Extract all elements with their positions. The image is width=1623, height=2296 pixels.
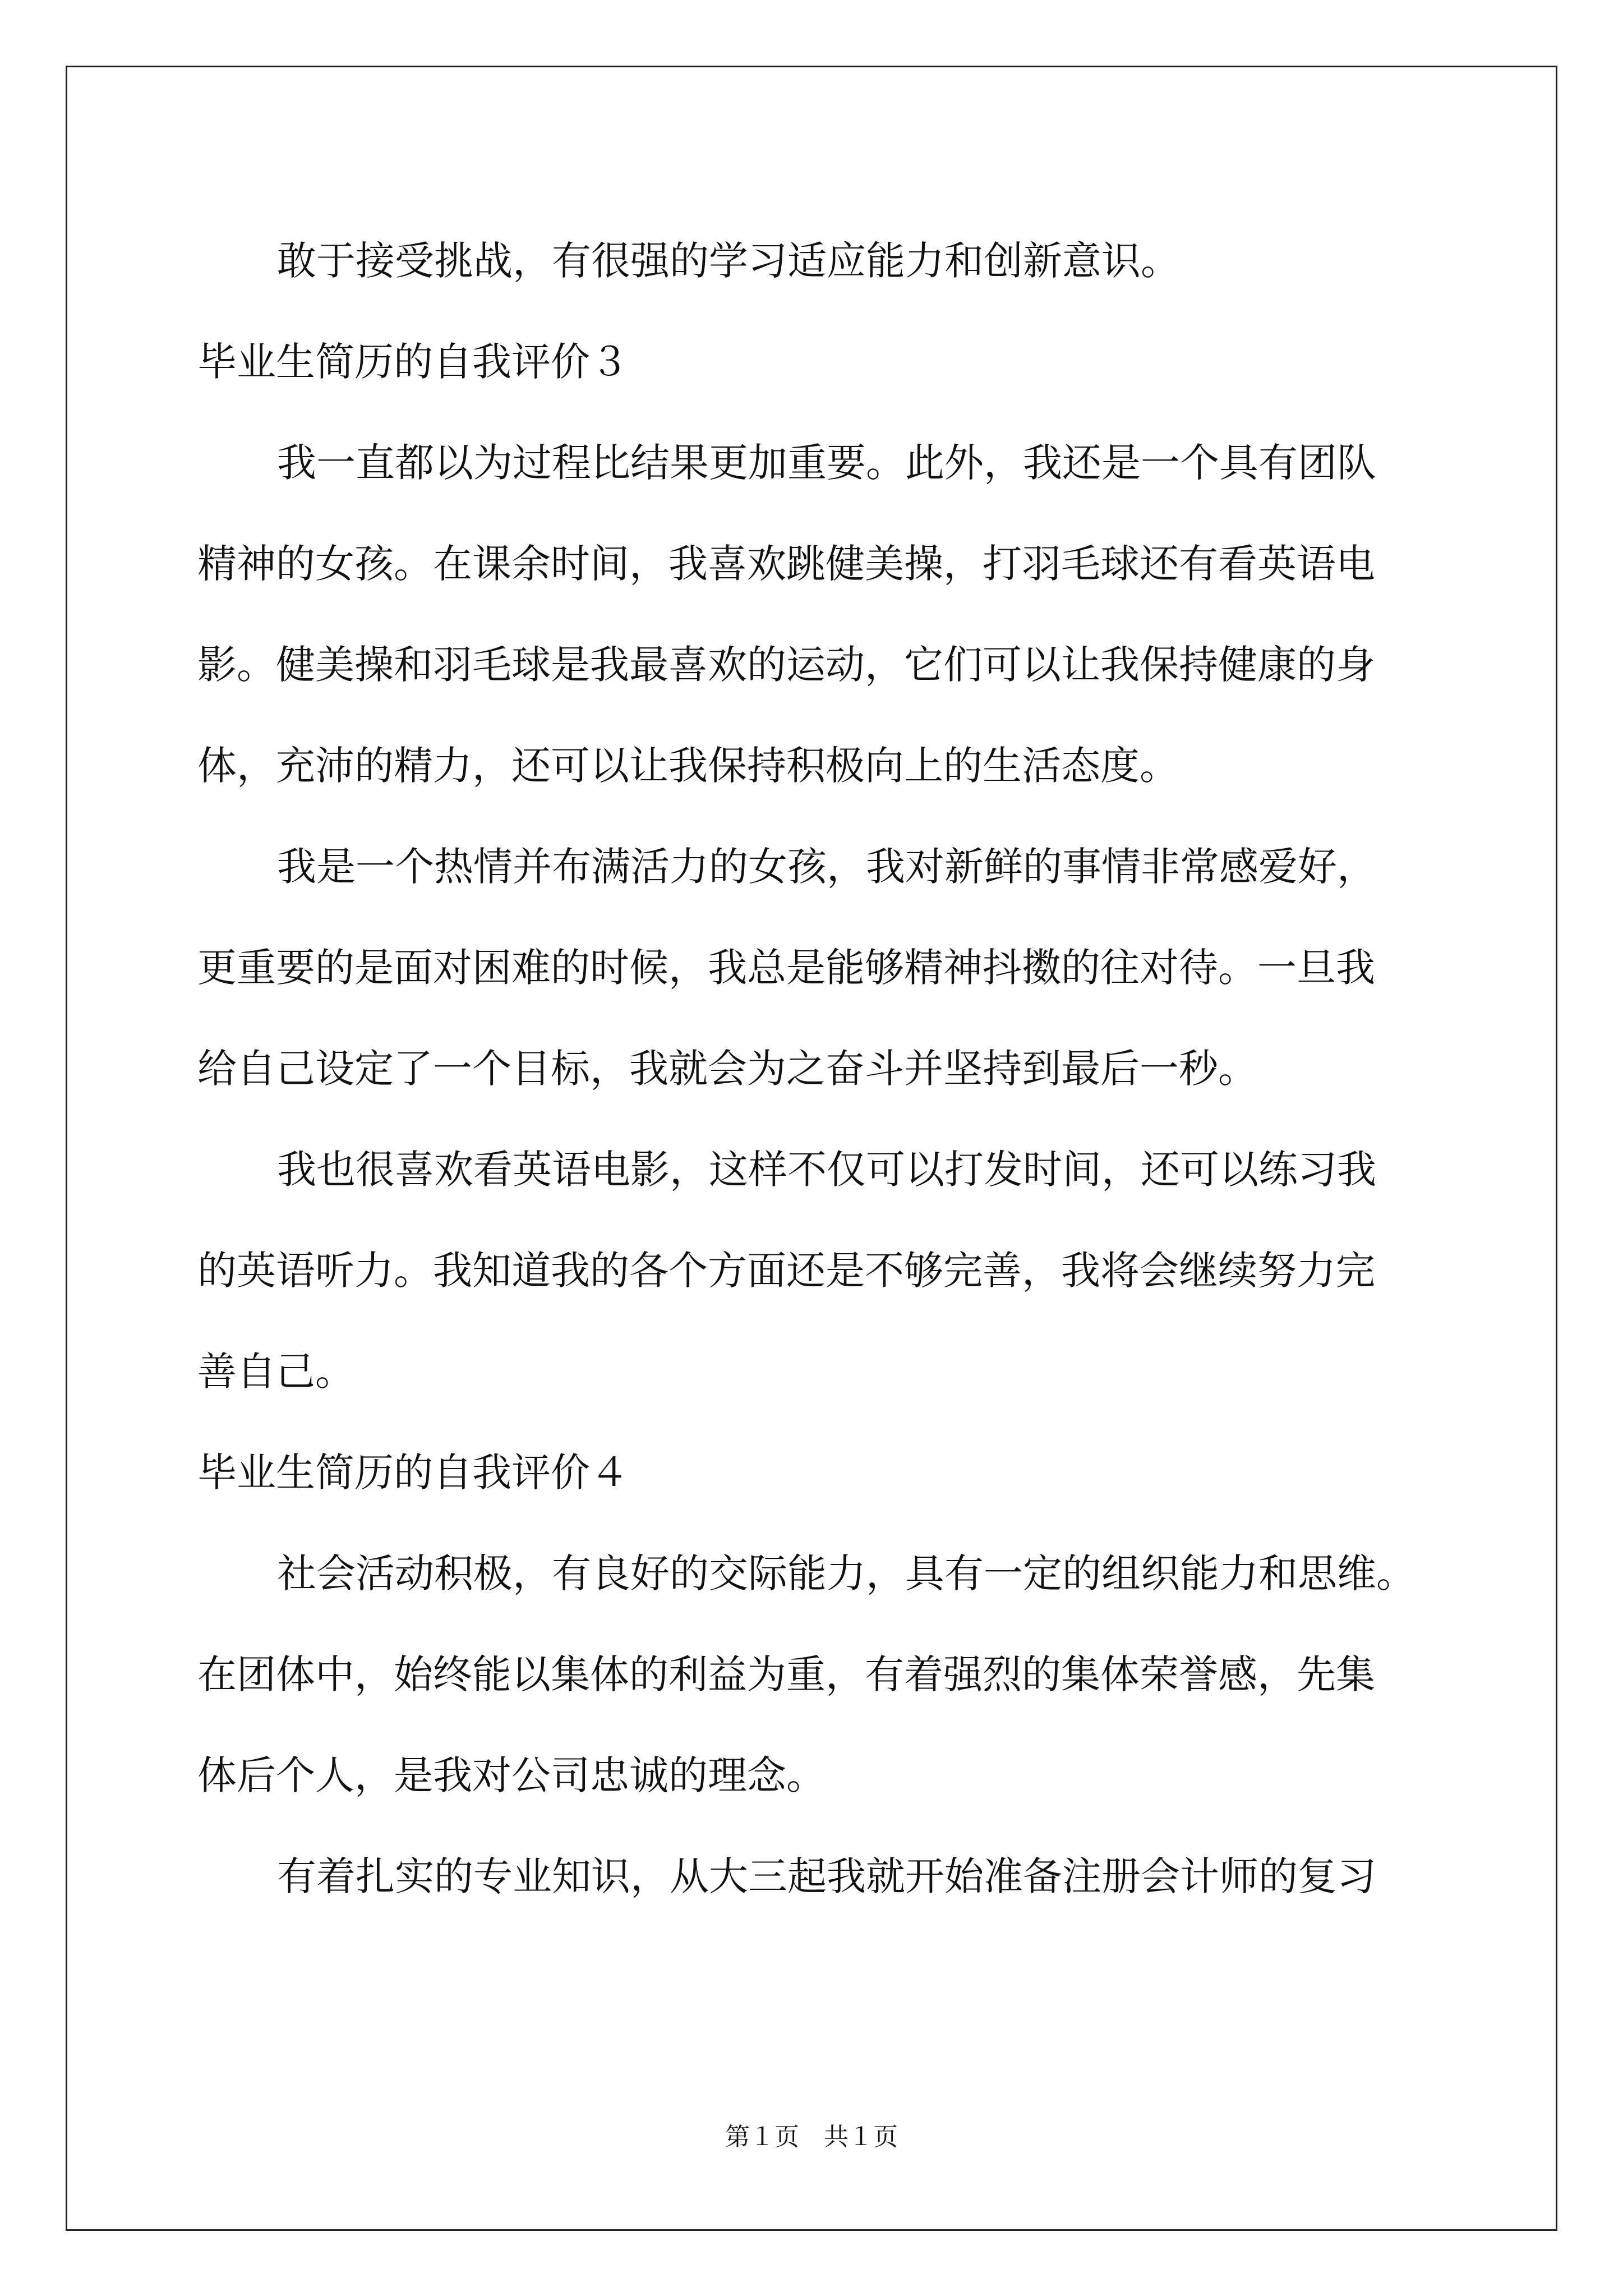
paragraph-line: 我一直都以为过程比结果更加重要。此外，我还是一个具有团队 [277,440,1376,486]
page-number-current: 第１页 [725,2123,799,2151]
paragraph-line: 我是一个热情并布满活力的女孩，我对新鲜的事情非常感爱好， [277,844,1376,890]
section-heading: 毕业生简历的自我评价４ [197,1450,629,1496]
paragraph-line: 善自己。 [197,1349,354,1395]
page-footer [0,2120,1623,2154]
document-body [197,210,1438,1927]
paragraph-line: 在团体中，始终能以集体的利益为重，有着强烈的集体荣誉感，先集 [197,1651,1375,1697]
paragraph-line: 社会活动积极，有良好的交际能力，具有一定的组织能力和思维。 [277,1550,1415,1596]
paragraph-line: 我也很喜欢看英语电影，这样不仅可以打发时间，还可以练习我 [277,1147,1376,1193]
paragraph-line: 敢于接受挑战，有很强的学习适应能力和创新意识。 [277,238,1180,284]
paragraph-line: 体，充沛的精力，还可以让我保持积极向上的生活态度。 [197,743,1179,789]
paragraph-line: 给自己设定了一个目标，我就会为之奋斗并坚持到最后一秒。 [197,1046,1257,1092]
paragraph-line: 更重要的是面对困难的时候，我总是能够精神抖擞的往对待。一旦我 [197,945,1375,991]
paragraph-line: 有着扎实的专业知识，从大三起我就开始准备注册会计师的复习 [277,1853,1376,1899]
paragraph-line: 影。健美操和羽毛球是我最喜欢的运动，它们可以让我保持健康的身 [197,642,1375,688]
page-number-total: 共１页 [824,2123,898,2151]
paragraph-line: 精神的女孩。在课余时间，我喜欢跳健美操，打羽毛球还有看英语电 [197,541,1375,587]
section-heading: 毕业生简历的自我评价３ [197,339,629,385]
paragraph-line: 体后个人，是我对公司忠诚的理念。 [197,1752,826,1798]
paragraph-line: 的英语听力。我知道我的各个方面还是不够完善，我将会继续努力完 [197,1248,1375,1294]
